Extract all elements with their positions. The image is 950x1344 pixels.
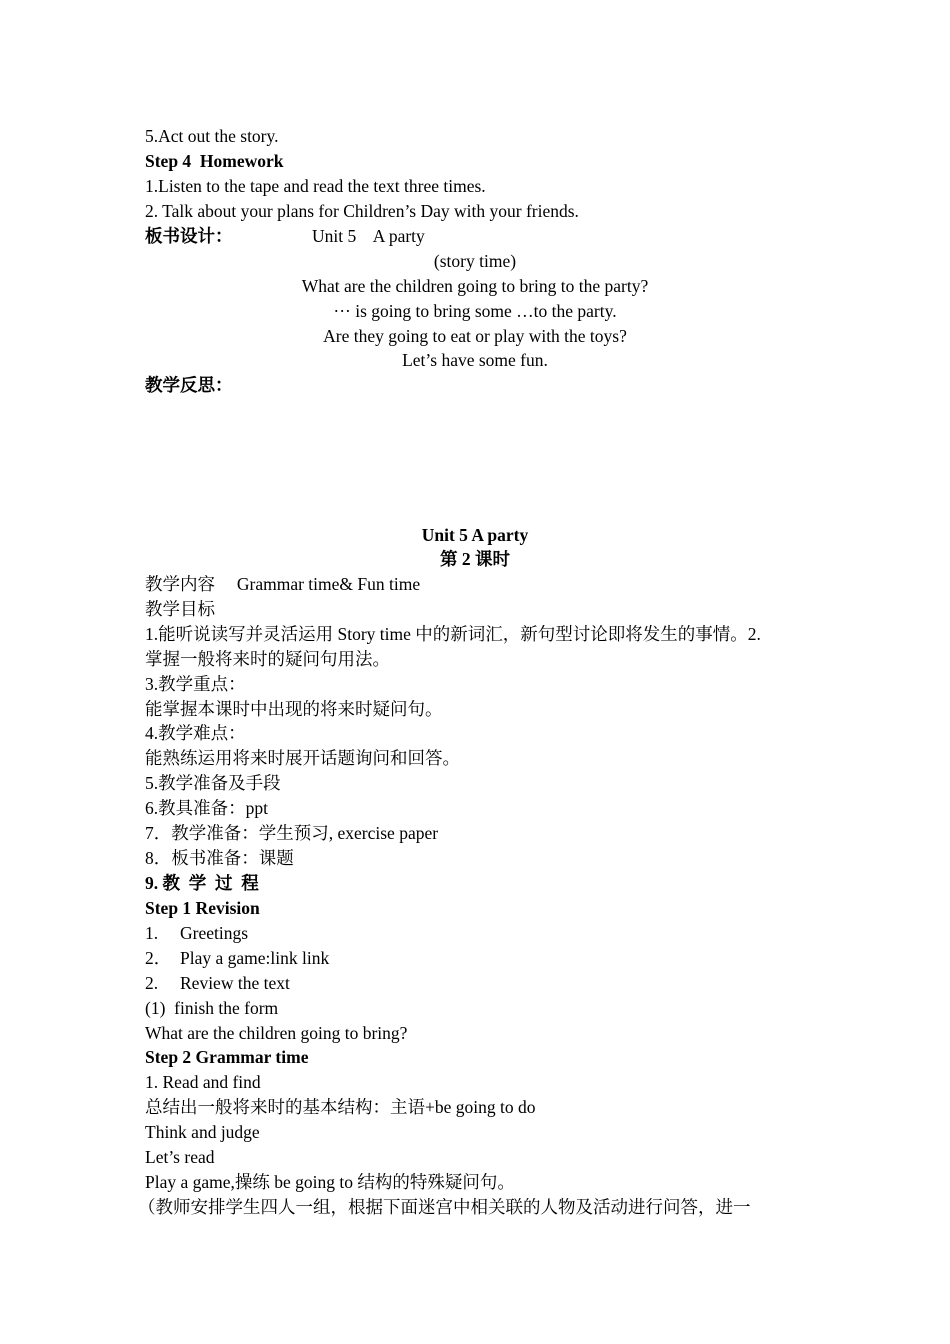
step2-game: Play a game,操练 be going to 结构的特殊疑问句。 [145, 1172, 515, 1192]
tools-line: 6.教具准备：ppt [145, 798, 268, 818]
step1-item-1: 1. Greetings [145, 923, 249, 943]
difficulty-text: 能熟练运用将来时展开话题询问和回答。 [145, 748, 460, 768]
step2-heading: Step 2 Grammar time [145, 1047, 309, 1067]
process-title: 9. 教 学 过 程 [145, 873, 259, 893]
board-design-label: 板书设计： [145, 226, 233, 246]
step2-summary: 总结出一般将来时的基本结构：主语+be going to do [145, 1097, 536, 1117]
board-prep-line: 8．板书准备：课题 [145, 848, 294, 868]
content-line: 教学内容 Grammar time& Fun time [145, 574, 421, 594]
step2-think: Think and judge [145, 1122, 260, 1142]
key-point-label: 3.教学重点： [145, 674, 246, 694]
step4-heading: Step 4 Homework [145, 151, 284, 171]
act-out-line: 5.Act out the story. [145, 126, 279, 146]
goal-line-1: 1.能听说读写并灵活运用 Story time 中的新词汇，新句型讨论即将发生的事情。2. [145, 624, 761, 644]
step1-question: What are the children going to bring? [145, 1023, 408, 1043]
step1-item-3: 2. Review the text [145, 973, 290, 993]
board-line-3: Are they going to eat or play with the toys? [323, 326, 627, 346]
board-line-2: ··· is going to bring some …to the party. [333, 301, 617, 321]
student-prep-line: 7．教学准备：学生预习, exercise paper [145, 823, 439, 843]
step2-read: Let’s read [145, 1147, 215, 1167]
period-title: 第 2 课时 [440, 549, 510, 569]
goals-label: 教学目标 [145, 599, 215, 619]
step1-item-4: (1) finish the form [145, 998, 279, 1018]
difficulty-label: 4.教学难点： [145, 723, 246, 743]
board-line-4: Let’s have some fun. [402, 350, 548, 370]
goal-line-2: 掌握一般将来时的疑问句用法。 [145, 649, 390, 669]
step1-item-2: 2． Play a game:link link [145, 948, 330, 968]
step2-item-1: 1. Read and find [145, 1072, 261, 1092]
prep-label: 5.教学准备及手段 [145, 773, 281, 793]
key-point-text: 能掌握本课时中出现的将来时疑问句。 [145, 699, 443, 719]
reflection-label: 教学反思： [145, 375, 233, 395]
board-title: Unit 5 A party [312, 226, 425, 246]
homework-item-1: 1.Listen to the tape and read the text three times. [145, 176, 486, 196]
homework-item-2: 2. Talk about your plans for Children’s Day with your friends. [145, 201, 579, 221]
board-subtitle: (story time) [433, 251, 517, 271]
step2-note: （教师安排学生四人一组，根据下面迷宫中相关联的人物及活动进行问答，进一 [138, 1197, 751, 1217]
board-line-1: What are the children going to bring to the party? [301, 276, 649, 296]
unit-title: Unit 5 A party [421, 525, 529, 545]
step1-heading: Step 1 Revision [145, 898, 260, 918]
